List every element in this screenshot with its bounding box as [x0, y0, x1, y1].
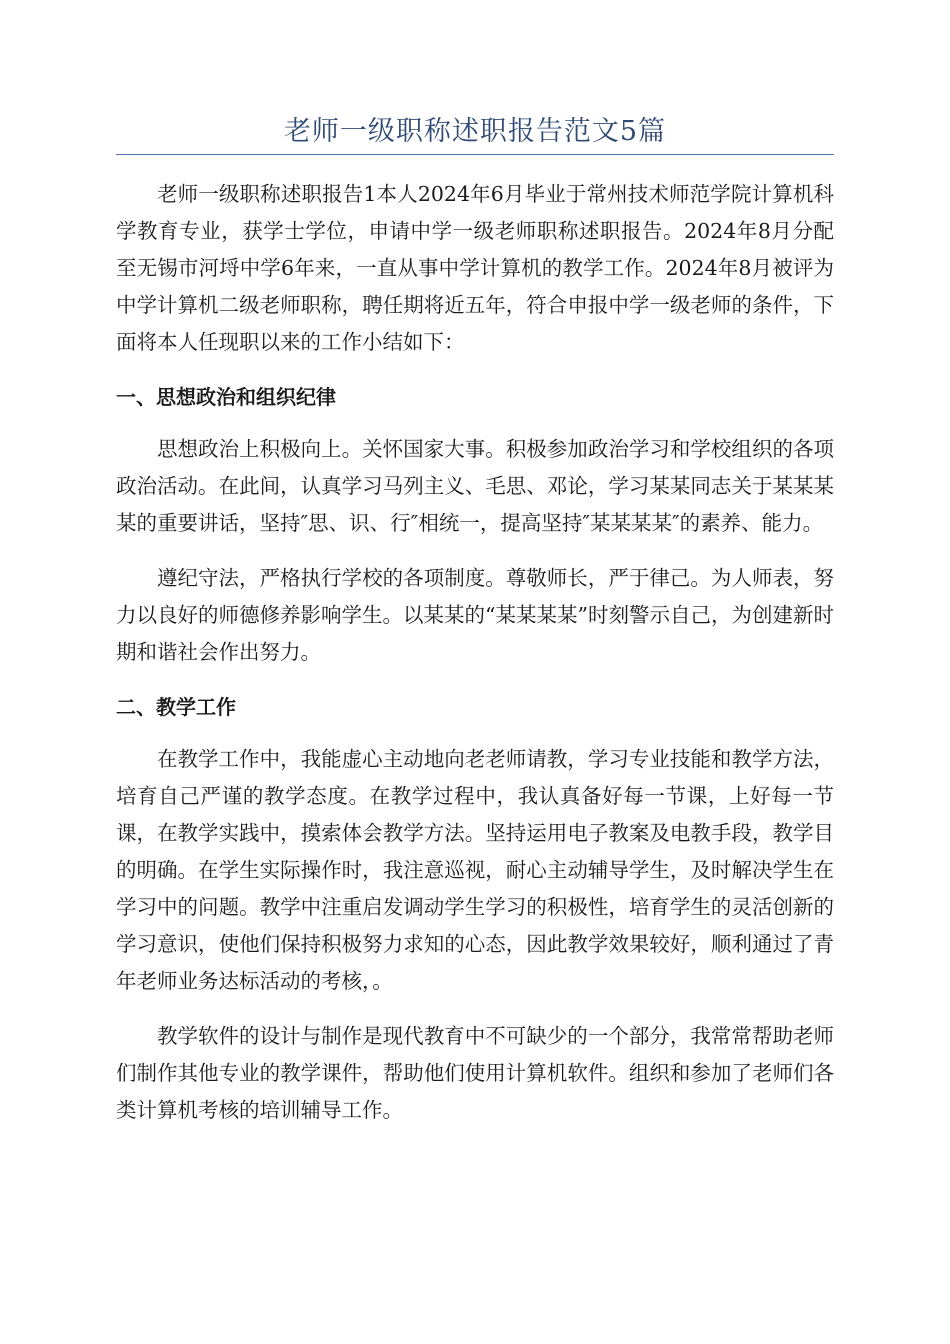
intro-paragraph: 老师一级职称述职报告1本人2024年6月毕业于常州技术师范学院计算机科学教育专业，获学士学位，申请中学一级老师职称述职报告。2024年8月分配至无锡市河埒中学6年来，一直从事中学计算机的教学工作。2024年8月被评为中学计算机二级老师职称，聘任期将近五年，符合申报中学一级老师的条件，下面将本人任现职以来的工作小结如下： — [116, 182, 834, 354]
section-paragraph: 教学软件的设计与制作是现代教育中不可缺少的一个部分，我常常帮助老师们制作其他专业的教学课件，帮助他们使用计算机软件。组织和参加了老师们各类计算机考核的培训辅导工作。 — [116, 1024, 834, 1122]
section-heading-politics: 一、思想政治和组织纪律 — [116, 385, 336, 409]
section-heading-teaching: 二、教学工作 — [116, 695, 236, 719]
document-body — [116, 176, 834, 1147]
section-paragraph: 遵纪守法，严格执行学校的各项制度。尊敬师长，严于律己。为人师表，努力以良好的师德修养影响学生。以某某的“某某某某”时刻警示自己，为创建新时期和谐社会作出努力。 — [116, 566, 834, 664]
section-paragraph: 在教学工作中，我能虚心主动地向老老师请教，学习专业技能和教学方法，培育自己严谨的教学态度。在教学过程中，我认真备好每一节课，上好每一节课，在教学实践中，摸索体会教学方法。坚持运用电子教案及电教手段，教学目的明确。在学生实际操作时，我注意巡视，耐心主动辅导学生，及时解决学生在学习中的问题。教学中注重启发调动学生学习的积极性，培育学生的灵活创新的学习意识，使他们保持积极努力求知的心态，因此教学效果较好，顺利通过了青年老师业务达标活动的考核，。 — [116, 747, 834, 993]
section-paragraph: 思想政治上积极向上。关怀国家大事。积极参加政治学习和学校组织的各项政治活动。在此间，认真学习马列主义、毛思、邓论，学习某某同志关于某某某某的重要讲话，坚持″思、识、行″相统一，提高坚持″某某某某″的素养、能力。 — [116, 437, 834, 535]
title-underline — [116, 154, 834, 155]
document-title: 老师一级职称述职报告范文5篇 — [283, 116, 667, 147]
